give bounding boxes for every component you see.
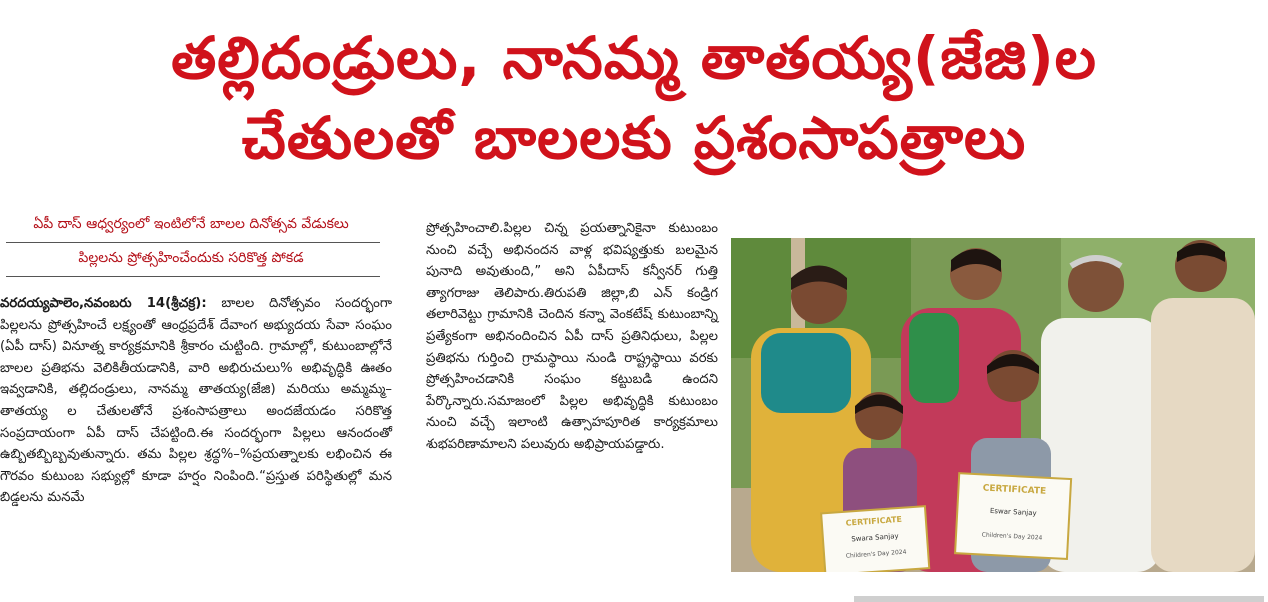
news-photo-illustration: [731, 238, 1255, 572]
certificate-right-heading: CERTIFICATE: [982, 483, 1047, 497]
certificate-left: [821, 506, 929, 572]
subhead-first: ఏపీ దాస్ ఆధ్వర్యంలో ఇంటిలోనే బాలల దినోత్సవ వేడుకలు: [33, 216, 349, 232]
certificate-right: [955, 473, 1071, 559]
headline: [0, 18, 1268, 178]
bottom-image-edge: [854, 596, 1264, 602]
certificate-right-footer: Children's Day 2024: [981, 531, 1043, 542]
subhead-second: పిల్లలను ప్రోత్సహించేందుకు సరికొత్త పోకడ: [78, 250, 304, 266]
person-woman-left-blouse: [761, 333, 851, 413]
certificate-left-heading: CERTIFICATE: [845, 514, 903, 528]
certificate-left-name: Swara Sanjay: [851, 532, 899, 544]
person-woman-center-blouse: [909, 313, 959, 403]
subhead-divider-2: [6, 276, 380, 277]
headline-line-1: తల్లిదండ్రులు, నానమ్మ తాతయ్య(జేజి)ల: [171, 24, 1097, 92]
article-dateline: వరదయ్యపాలెం,నవంబరు 14(శ్రీచక్ర):: [0, 296, 207, 311]
person-man-right-shirt: [1151, 298, 1255, 572]
subhead-divider-1: [6, 242, 380, 243]
certificate-left-footer: Children's Day 2024: [845, 548, 907, 560]
article-column-1-text: బాలల దినోత్సవం సందర్భంగా పిల్లలను ప్రోత్సహించే లక్ష్యంతో ఆంధ్రప్రదేశ్ దేవాంగ అభ్యుదయ సేవా సంఘం (ఏపీ దాస్) వినూత్న కార్యక్రమానికి శ్రీకారం చుట్టింది. గ్రామాల్లో, కుటుంబాల్లోనే బాలల ప్రతిభను వెలికితీయడానికి, వారి అభిరుచులు% అభివృద్ధికి ఊతం ఇవ్వడానికి, తల్లిదండ్రులు, నానమ్మ తాతయ్య(జేజి) మరియు అమ్మమ్మ–తాతయ్య ల చేతులతోనే ప్రశంసాపత్రాలు అందజేయడం సరికొత్త సంప్రదాయంగా ఏపీ దాస్ చేపట్టింది.ఈ సందర్భంగా పిల్లలు ఆనందంతో ఉబ్బితబ్బిబ్బవుతున్నారు. తమ పిల్లల శ్రద్ధ%–%ప్రయత్నాలకు లభించిన ఈ గౌరవం కుటుంబ సభ్యుల్లో కూడా హర్షం నింపింది.“ప్రస్తుత పరిస్థితుల్లో మన బిడ్డలను మనమే: [0, 296, 392, 506]
headline-line-2: చేతులతో బాలలకు ప్రశంసాపత్రాలు: [241, 104, 1027, 172]
news-photo: [731, 238, 1255, 572]
article-column-2: ప్రోత్సహించాలి.పిల్లల చిన్న ప్రయత్నానికైనా కుటుంబం నుంచి వచ్చే అభినందన వాళ్ల భవిష్యత్తుకు బలమైన పునాది అవుతుంది,” అని ఏపీదాస్ కన్వీనర్ గుత్తి త్యాగరాజు తెలిపారు.తిరుపతి జిల్లా,బి ఎన్ కండ్రిగ తలారివెట్టు గ్రామానికి చెందిన కన్నా వెంకటేష్ కుటుంబాన్ని ప్రత్యేకంగా అభినందించిన ఏపీ దాస్ ప్రతినిధులు, పిల్లల ప్రతిభను గుర్తించి గ్రామస్థాయి నుండి రాష్ట్రస్థాయి వరకు ప్రోత్సహించడానికి సంఘం కట్టుబడి ఉందని పేర్కొన్నారు.సమాజంలో పిల్లల అభివృద్ధికి కుటుంబం నుంచి వచ్చే ఇలాంటి ఉత్సాహపూరిత కార్యక్రమాలు శుభపరిణామాలని పలువురు అభిప్రాయపడ్డారు.: [426, 221, 718, 452]
certificate-right-name: Eswar Sanjay: [989, 506, 1037, 518]
article-column-1: [0, 293, 392, 509]
